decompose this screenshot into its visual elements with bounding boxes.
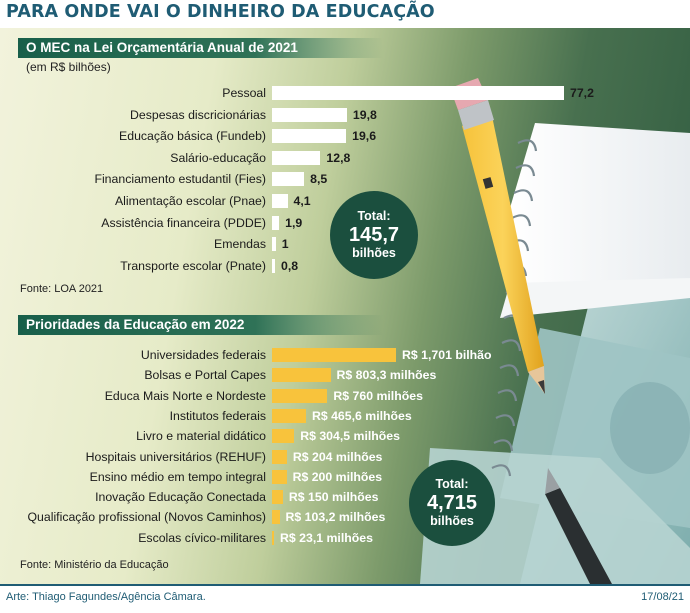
bar-value-label: R$ 803,3 milhões [336,368,437,383]
page-title: PARA ONDE VAI O DINHEIRO DA EDUCAÇÃO [6,2,435,22]
bar-label: Transporte escolar (Pnate) [120,258,266,273]
total-unit: bilhões [352,246,396,260]
bar [272,194,288,208]
bar-value-label: R$ 23,1 milhões [280,530,373,545]
bar-label: Despesas discricionárias [129,107,266,122]
bar-value-label: R$ 465,6 milhões [311,408,412,423]
bar-value-label: 8,5 [310,172,328,187]
total-unit: bilhões [430,514,474,528]
bar-label: Pessoal [222,86,266,100]
bar-label: Salário-educação [170,150,266,165]
bar-label: Educa Mais Norte e Nordeste [104,388,266,403]
bar-label: Qualificação profissional (Novos Caminhos) [27,510,266,525]
bar-value-label: 12,8 [326,150,351,165]
bar-label: Educação básica (Fundeb) [119,129,266,144]
bar-label: Escolas cívico-militares [138,530,266,545]
bar [272,490,283,504]
bar-label: Inovação Educação Conectada [95,490,266,505]
bar [272,409,306,423]
unit-label: (em R$ bilhões) [26,60,111,74]
bar-value-label: R$ 1,701 bilhão [402,348,492,362]
bar [272,129,346,143]
bar-value-label: 1 [281,237,289,252]
bar [272,450,287,464]
bar-label: Financiamento estudantil (Fies) [94,172,266,187]
bar [272,368,331,382]
bar [272,151,320,165]
bar-value-label: 0,8 [281,258,299,273]
bar-value-label: R$ 760 milhões [333,388,423,403]
bar-label: Assistência financeira (PDDE) [101,215,266,230]
total-value: 145,7 [348,224,400,246]
bar-label: Livro e material didático [136,429,266,444]
bar-value-label: 19,6 [352,129,377,144]
credit-text: Arte: Thiago Fagundes/Agência Câmara. [6,591,206,603]
bar [272,470,287,484]
total-value: 4,715 [426,492,478,514]
bar-value-label: 1,9 [285,215,303,230]
bar [272,86,564,100]
bar-label: Bolsas e Portal Capes [144,368,266,383]
bar [272,237,276,251]
bar-value-label: 4,1 [293,194,311,208]
bar-label: Alimentação escolar (Pnae) [114,194,266,208]
date-text: 17/08/21 [641,591,684,603]
bar-label: Emendas [214,237,266,252]
bar [272,510,280,524]
bar-label: Universidades federais [140,348,266,362]
bar-value-label: R$ 204 milhões [292,449,383,464]
bar-value-label: R$ 304,5 milhões [300,429,400,444]
bar-value-label: R$ 200 milhões [292,469,383,484]
bar [272,429,294,443]
total-label: Total: [357,209,391,223]
chart-panel [0,28,690,584]
bar [272,531,274,545]
bar-value-label: R$ 103,2 milhões [285,510,386,525]
bar-value-label: R$ 150 milhões [288,490,379,505]
total-label: Total: [435,477,469,491]
bar [272,108,347,122]
bar [272,216,279,230]
bar-value-label: 19,8 [352,107,377,122]
source-label: Fonte: LOA 2021 [20,283,104,295]
bar-label: Ensino médio em tempo integral [89,469,266,484]
source-label: Fonte: Ministério da Educação [20,559,169,571]
section-header-prioridades-2022: Prioridades da Educação em 2022 [18,315,383,335]
total-circle-2021 [330,191,418,279]
footer [0,584,690,613]
bar [272,348,396,362]
bar-value-label: 77,2 [570,86,594,100]
bar-label: Hospitais universitários (REHUF) [85,449,266,464]
bar [272,389,327,403]
total-circle-2022 [409,460,495,546]
bar [272,259,275,273]
bar [272,172,304,186]
section-header-loa-2021: O MEC na Lei Orçamentária Anual de 2021 [18,38,383,58]
bar-label: Institutos federais [169,408,266,423]
